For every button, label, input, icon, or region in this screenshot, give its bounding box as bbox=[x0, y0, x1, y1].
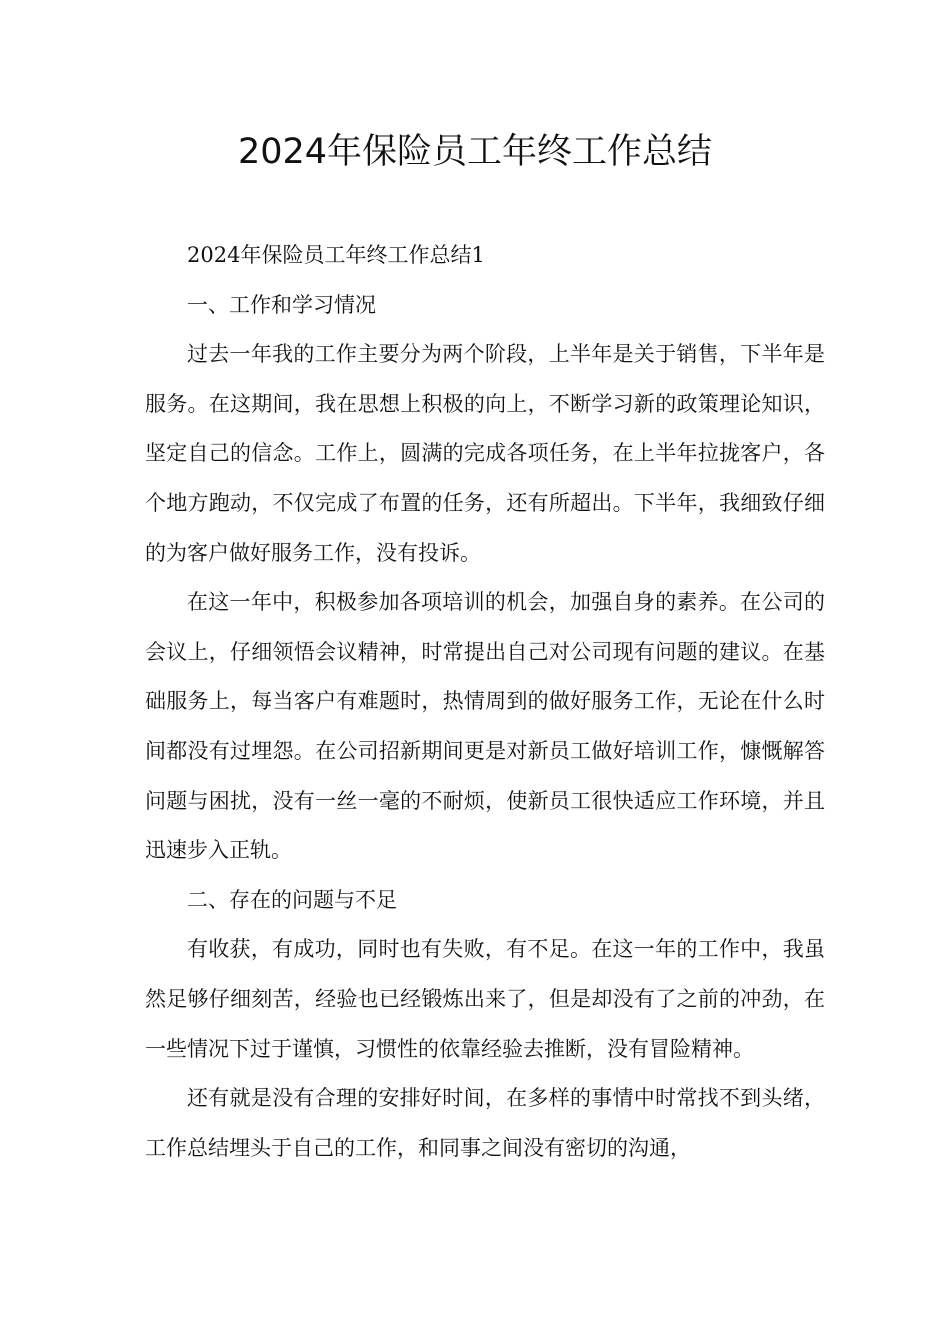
paragraph-time-management: 还有就是没有合理的安排好时间，在多样的事情中时常找不到头绪，工作总结埋头于自己的工作，和同事之间没有密切的沟通， bbox=[145, 1086, 825, 1160]
document-body bbox=[145, 231, 825, 1173]
paragraph-shortcomings: 有收获，有成功，同时也有失败，有不足。在这一年的工作中，我虽然足够仔细刻苦，经验也已经锻炼出来了，但是却没有了之前的冲劲，在一些情况下过于谨慎，习惯性的依靠经验去推断，没有冒险精神。 bbox=[145, 937, 825, 1061]
paragraph-work-summary: 过去一年我的工作主要分为两个阶段，上半年是关于销售，下半年是服务。在这期间，我在思想上积极的向上，不断学习新的政策理论知识，坚定自己的信念。工作上，圆满的完成各项任务，在上半年拉拢客户，各个地方跑动，不仅完成了布置的任务，还有所超出。下半年，我细致仔细的为客户做好服务工作，没有投诉。 bbox=[145, 342, 825, 565]
document-title: 2024年保险员工年终工作总结 bbox=[237, 132, 713, 172]
paragraph-subtitle: 2024年保险员工年终工作总结1 bbox=[187, 243, 485, 267]
paragraph-section-heading-2: 二、存在的问题与不足 bbox=[187, 887, 397, 912]
paragraph-training: 在这一年中，积极参加各项培训的机会，加强自身的素养。在公司的会议上，仔细领悟会议精神，时常提出自己对公司现有问题的建议。在基础服务上，每当客户有难题时，热情周到的做好服务工作，无论在什么时间都没有过埋怨。在公司招新期间更是对新员工做好培训工作，慷慨解答问题与困扰，没有一丝一毫的不耐烦，使新员工很快适应工作环境，并且迅速步入正轨。 bbox=[145, 590, 825, 863]
paragraph-section-heading-1: 一、工作和学习情况 bbox=[187, 292, 376, 317]
